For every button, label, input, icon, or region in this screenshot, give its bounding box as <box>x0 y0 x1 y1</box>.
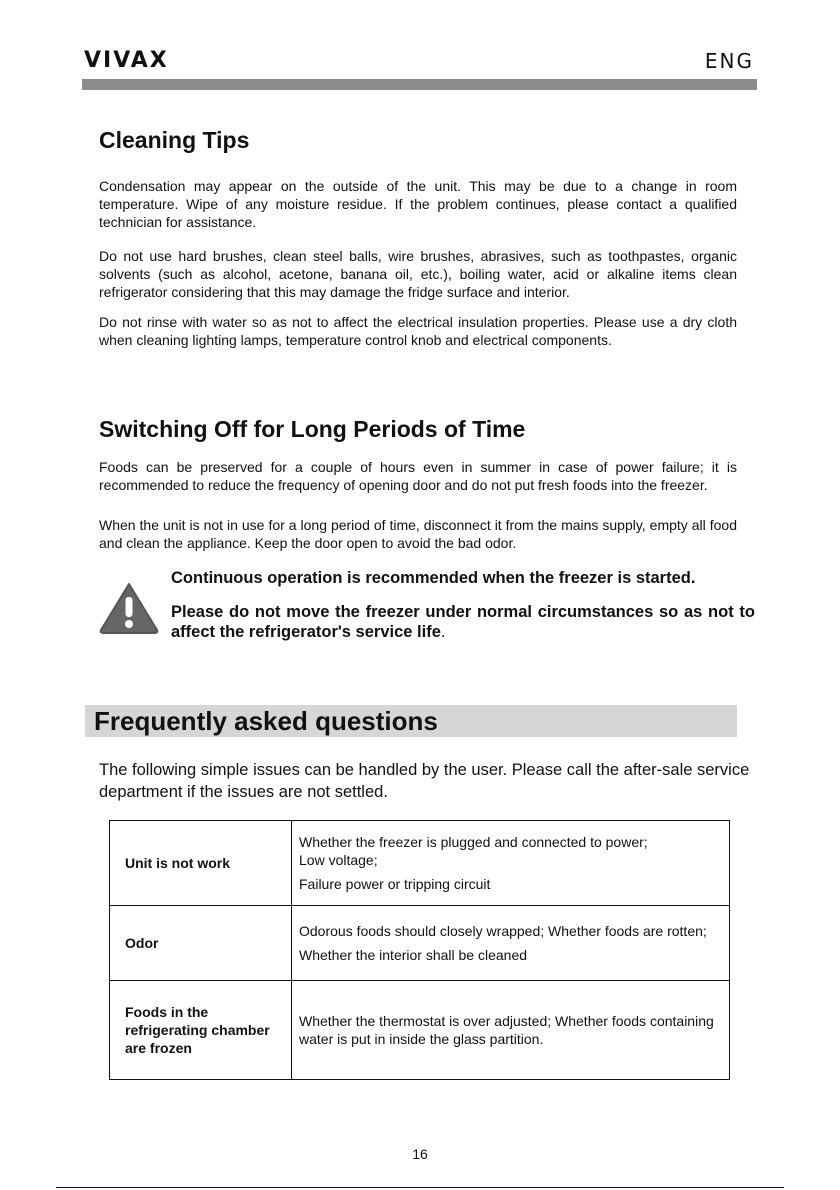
switching-paragraph: When the unit is not in use for a long period of time, disconnect it from the mains supply, empty all food and clean the appliance. Keep the door open to avoid the bad odor. <box>99 517 737 551</box>
solution-cell <box>292 821 730 906</box>
solution-cell <box>292 981 730 1080</box>
issue-cell: Unit is not work <box>110 821 292 906</box>
header-bar <box>82 79 757 90</box>
page-number: 16 <box>412 1146 428 1162</box>
faq-table <box>109 820 730 1080</box>
solution-line: Failure power or tripping circuit <box>299 876 491 892</box>
issue-cell: Odor <box>110 906 292 981</box>
warning-text <box>171 602 755 642</box>
warning-text-tail: . <box>440 623 446 641</box>
switching-paragraph: Foods can be preserved for a couple of hours even in summer in case of power failure; it is recommended to reduce the frequency of opening door and do not put fresh foods into the freezer. <box>99 459 737 493</box>
cleaning-paragraph: Do not use hard brushes, clean steel balls, wire brushes, abrasives, such as toothpastes, organic solvents (such as alcohol, acetone, banana oil, etc.), boiling water, acid or alkaline items clean refrigerator considering that this may damage the fridge surface and interior. <box>99 248 737 300</box>
solution-cell <box>292 906 730 981</box>
brand-logo: VIVAX <box>84 48 169 73</box>
table-row <box>110 906 730 981</box>
cleaning-paragraph: Condensation may appear on the outside of the unit. This may be due to a change in room temperature. Wipe of any moisture residue. If the problem continues, please contact a qualified technician for assistance. <box>99 178 737 230</box>
issue-cell: Foods in the refrigerating chamber are frozen <box>110 981 292 1080</box>
table-row <box>110 821 730 906</box>
footer-divider <box>56 1187 784 1188</box>
warning-text-main: Please do not move the freezer under normal circumstances so as not to affect the refrigerator's service life <box>171 603 755 641</box>
faq-intro: The following simple issues can be handled by the user. Please call the after-sale service department if the issues are not settled. <box>99 761 750 801</box>
solution-line: Whether the thermostat is over adjusted; Whether foods containing water is put in inside the glass partition. <box>299 1013 714 1047</box>
solution-line: Whether the interior shall be cleaned <box>299 947 528 963</box>
warning-triangle-icon <box>99 582 159 634</box>
section-title-switching-off: Switching Off for Long Periods of Time <box>99 416 526 442</box>
section-title-cleaning: Cleaning Tips <box>99 127 250 153</box>
section-title-faq: Frequently asked questions <box>94 706 438 736</box>
solution-line: Whether the freezer is plugged and connected to power; <box>299 834 648 850</box>
language-label: ENG <box>704 49 754 73</box>
solution-line: Odorous foods should closely wrapped; Whether foods are rotten; <box>299 923 707 939</box>
solution-line: Low voltage; <box>299 852 378 868</box>
warning-text: Continuous operation is recommended when the freezer is started. <box>171 569 696 587</box>
cleaning-paragraph: Do not rinse with water so as not to affect the electrical insulation properties. Please use a dry cloth when cleaning lighting lamps, temperature control knob and electrical components. <box>99 314 737 348</box>
table-row <box>110 981 730 1080</box>
